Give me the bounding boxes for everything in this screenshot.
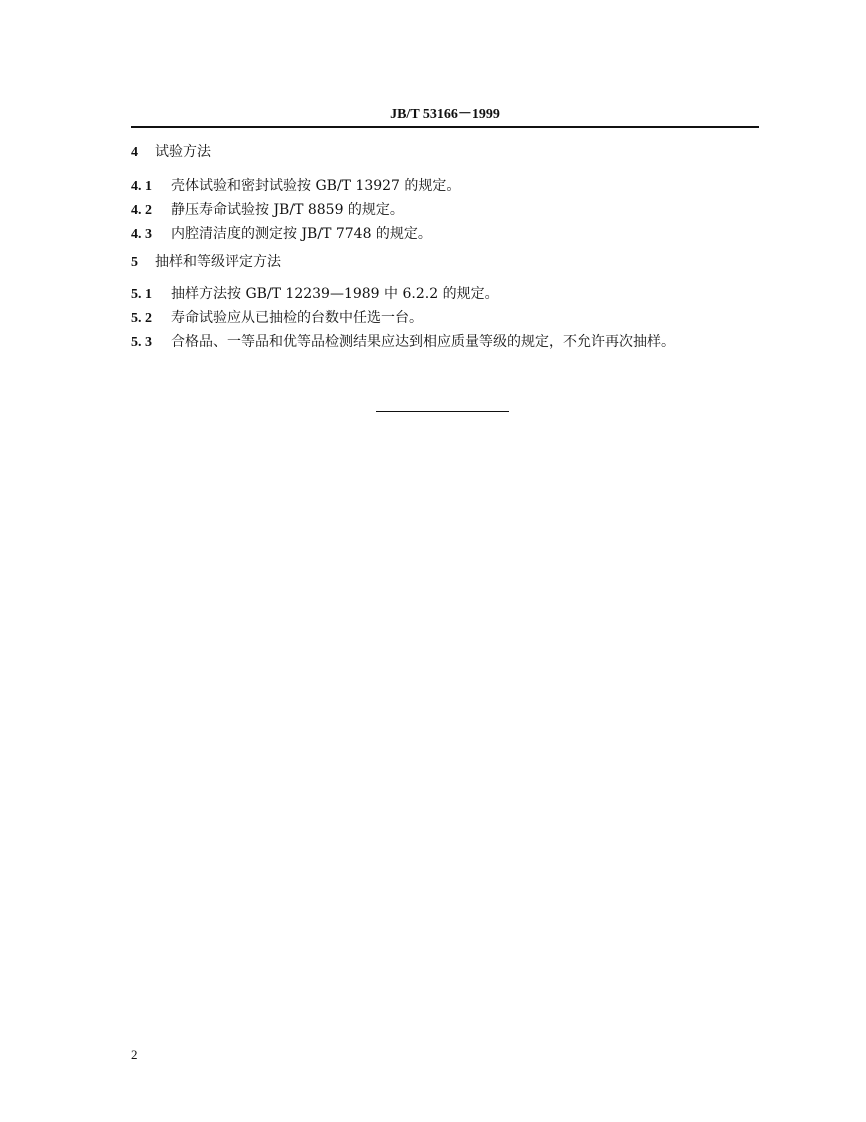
section-number: 4 <box>131 145 138 160</box>
section-number: 5 <box>131 255 138 270</box>
clause-text: 抽样方法按 GB/T 12239—1989 中 6.2.2 的规定。 <box>171 286 499 302</box>
end-of-document-rule <box>376 411 509 412</box>
clause-4-2 <box>131 201 404 220</box>
clause-text: 合格品、一等品和优等品检测结果应达到相应质量等级的规定，不允许再次抽样。 <box>171 334 675 350</box>
clause-number: 4. 1 <box>131 179 152 194</box>
section-heading-5 <box>131 253 281 272</box>
clause-number: 5. 1 <box>131 287 152 302</box>
clause-5-2 <box>131 309 423 328</box>
section-title: 抽样和等级评定方法 <box>155 254 281 270</box>
clause-5-3 <box>131 333 675 352</box>
clause-text: 壳体试验和密封试验按 GB/T 13927 的规定。 <box>171 178 461 194</box>
page-number: 2 <box>131 1047 138 1062</box>
clause-number: 5. 2 <box>131 311 152 326</box>
header-rule <box>131 126 759 128</box>
clause-number: 5. 3 <box>131 335 152 350</box>
standard-header: JB/T 53166－1999 <box>390 107 500 122</box>
clause-text: 寿命试验应从已抽检的台数中任选一台。 <box>171 310 423 326</box>
clause-text: 静压寿命试验按 JB/T 8859 的规定。 <box>171 202 404 218</box>
clause-number: 4. 3 <box>131 227 152 242</box>
clause-5-1 <box>131 285 499 304</box>
clause-number: 4. 2 <box>131 203 152 218</box>
section-title: 试验方法 <box>155 144 211 160</box>
clause-text: 内腔清洁度的测定按 JB/T 7748 的规定。 <box>171 226 432 242</box>
clause-4-1 <box>131 177 460 196</box>
section-heading-4 <box>131 143 211 162</box>
clause-4-3 <box>131 225 432 244</box>
